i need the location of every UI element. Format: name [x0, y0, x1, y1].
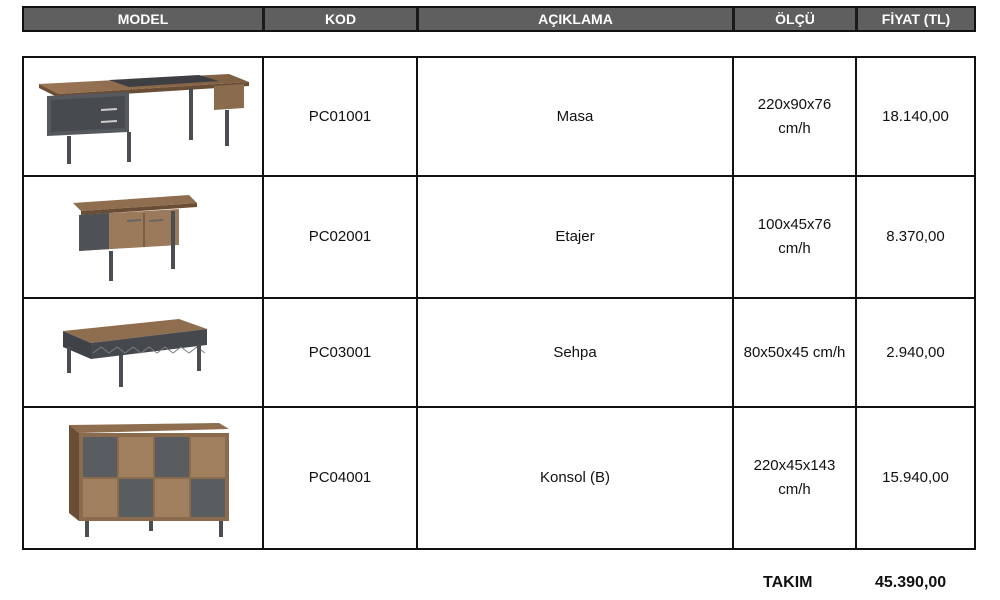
header-aciklama: AÇIKLAMA	[416, 8, 732, 30]
header-kod: KOD	[262, 8, 416, 30]
header-model: MODEL	[24, 8, 262, 30]
table-row	[24, 406, 974, 548]
product-size: 220x45x143 cm/h	[732, 408, 855, 548]
product-code: PC01001	[262, 58, 416, 175]
product-size: 80x50x45 cm/h	[732, 299, 855, 406]
product-size: 100x45x76 cm/h	[732, 177, 855, 297]
desk-image	[24, 58, 262, 175]
table-row	[24, 175, 974, 297]
table-row	[24, 297, 974, 406]
console-cabinet-image	[24, 408, 262, 548]
product-price: 2.940,00	[855, 299, 974, 406]
product-price: 18.140,00	[855, 58, 974, 175]
product-description: Etajer	[416, 177, 732, 297]
product-description: Konsol (B)	[416, 408, 732, 548]
product-code: PC02001	[262, 177, 416, 297]
product-description: Sehpa	[416, 299, 732, 406]
total-value: 45.390,00	[875, 574, 947, 591]
coffee-table-image	[24, 299, 262, 406]
product-code: PC03001	[262, 299, 416, 406]
side-desk-image	[24, 177, 262, 297]
product-table	[22, 56, 976, 550]
product-size: 220x90x76 cm/h	[732, 58, 855, 175]
table-header	[22, 6, 976, 32]
product-description: Masa	[416, 58, 732, 175]
header-olcu: ÖLÇÜ	[732, 8, 855, 30]
product-price: 15.940,00	[855, 408, 974, 548]
header-fiyat: FİYAT (TL)	[855, 8, 974, 30]
product-price: 8.370,00	[855, 177, 974, 297]
product-code: PC04001	[262, 408, 416, 548]
table-row	[24, 58, 974, 175]
total-label: TAKIM	[763, 574, 813, 591]
